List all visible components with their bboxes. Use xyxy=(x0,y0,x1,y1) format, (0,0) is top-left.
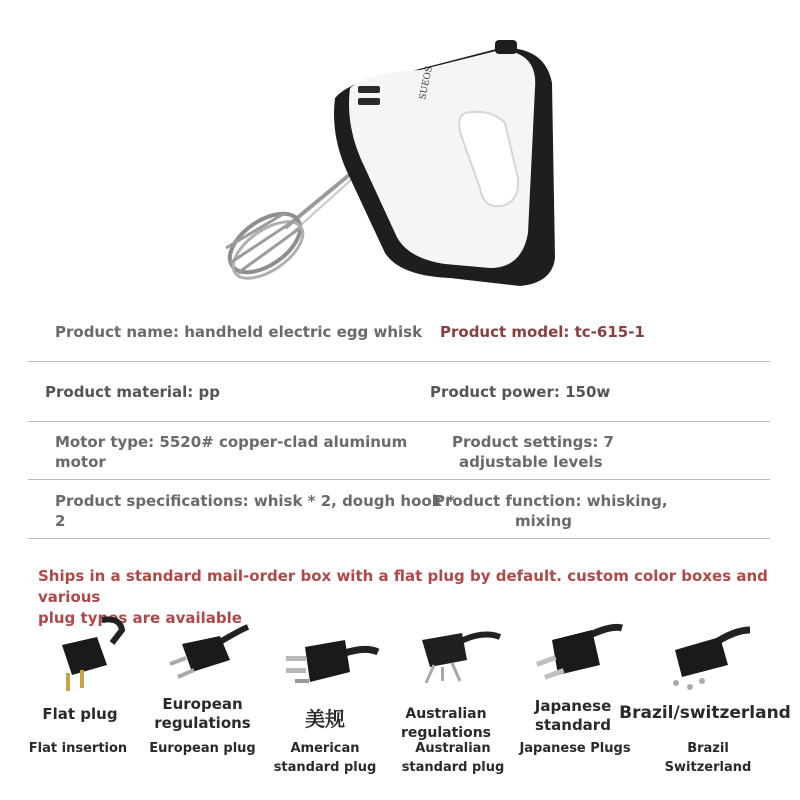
plug-title-line: 美规 xyxy=(305,707,345,731)
settings-line1: Product settings: 7 xyxy=(452,433,614,451)
shipping-note xyxy=(38,566,778,629)
japanese-plug-icon xyxy=(530,620,625,692)
spec-divider xyxy=(28,421,770,422)
plug-title-line: Brazil/switzerland xyxy=(619,703,791,723)
plug-subtitle-flat xyxy=(18,739,138,758)
plug-subtitle-european xyxy=(140,739,265,758)
plug-title-line: Flat plug xyxy=(42,705,118,723)
shipping-note-line2: plug types are available xyxy=(38,609,242,627)
motor-type-line2: motor xyxy=(55,453,106,471)
plug-title-line: standard xyxy=(535,716,611,734)
beater-whisks xyxy=(220,166,362,289)
shipping-note-line1: Ships in a standard mail-order box with a flat plug by default. custom color boxes and various xyxy=(38,567,768,606)
plug-subtitle-line: standard plug xyxy=(273,760,377,775)
plug-title-australian xyxy=(358,705,534,743)
plug-title-brazil-switzerland xyxy=(612,704,798,723)
plug-subtitle-line: standard plug xyxy=(401,760,505,775)
plug-subtitle-line: European plug xyxy=(149,741,256,756)
motor-type-line1: Motor type: 5520# copper-clad aluminum xyxy=(55,433,408,451)
plug-subtitle-line: Australian xyxy=(415,741,491,756)
plug-subtitle-line: Flat insertion xyxy=(28,741,128,756)
spec-divider xyxy=(28,538,770,539)
product-specifications-spec xyxy=(55,491,455,531)
australian-plug-icon xyxy=(412,625,502,690)
plug-subtitle-brazil-switzerland xyxy=(648,739,768,777)
european-plug-icon xyxy=(160,622,250,690)
motor-type-spec xyxy=(55,432,407,472)
settings-line2: adjustable levels xyxy=(459,453,603,471)
product-settings-spec xyxy=(452,432,614,472)
plug-title-line: European xyxy=(162,695,243,713)
plug-title-line: regulations xyxy=(154,714,251,732)
spec-divider xyxy=(28,361,770,362)
product-power-spec: Product power: 150w xyxy=(430,383,611,401)
plug-subtitle-american xyxy=(265,739,385,777)
specifications-line2: 2 xyxy=(55,512,66,530)
plug-title-line: Australian regulations xyxy=(400,706,492,741)
product-name-spec: Product name: handheld electric egg whisk xyxy=(55,323,423,341)
plug-subtitle-australian xyxy=(393,739,513,777)
spec-divider xyxy=(28,479,770,480)
product-function-spec xyxy=(434,491,668,531)
plug-subtitle-line: American xyxy=(290,741,360,756)
plug-title-flat xyxy=(20,705,140,724)
specifications-line1: Product specifications: whisk * 2, dough hook * xyxy=(55,492,455,510)
hand-mixer-image xyxy=(200,28,600,298)
plug-subtitle-line: Switzerland xyxy=(664,760,752,775)
plug-title-european xyxy=(140,695,265,733)
american-plug-icon xyxy=(280,632,380,692)
product-material-spec: Product material: pp xyxy=(45,383,220,401)
plug-subtitle-line: Brazil xyxy=(687,741,729,756)
flat-plug-icon xyxy=(42,615,127,695)
function-line2: mixing xyxy=(515,512,573,530)
plug-subtitle-japanese xyxy=(515,739,635,758)
plug-subtitle-line: Japanese Plugs xyxy=(519,741,631,756)
product-model-spec: Product model: tc-615-1 xyxy=(440,323,645,341)
svg-text:SUEOS: SUEOS xyxy=(418,65,435,101)
plug-title-line: Japanese xyxy=(534,697,612,715)
function-line1: Product function: whisking, xyxy=(434,492,668,510)
brazil-switzerland-plug-icon xyxy=(660,625,755,693)
